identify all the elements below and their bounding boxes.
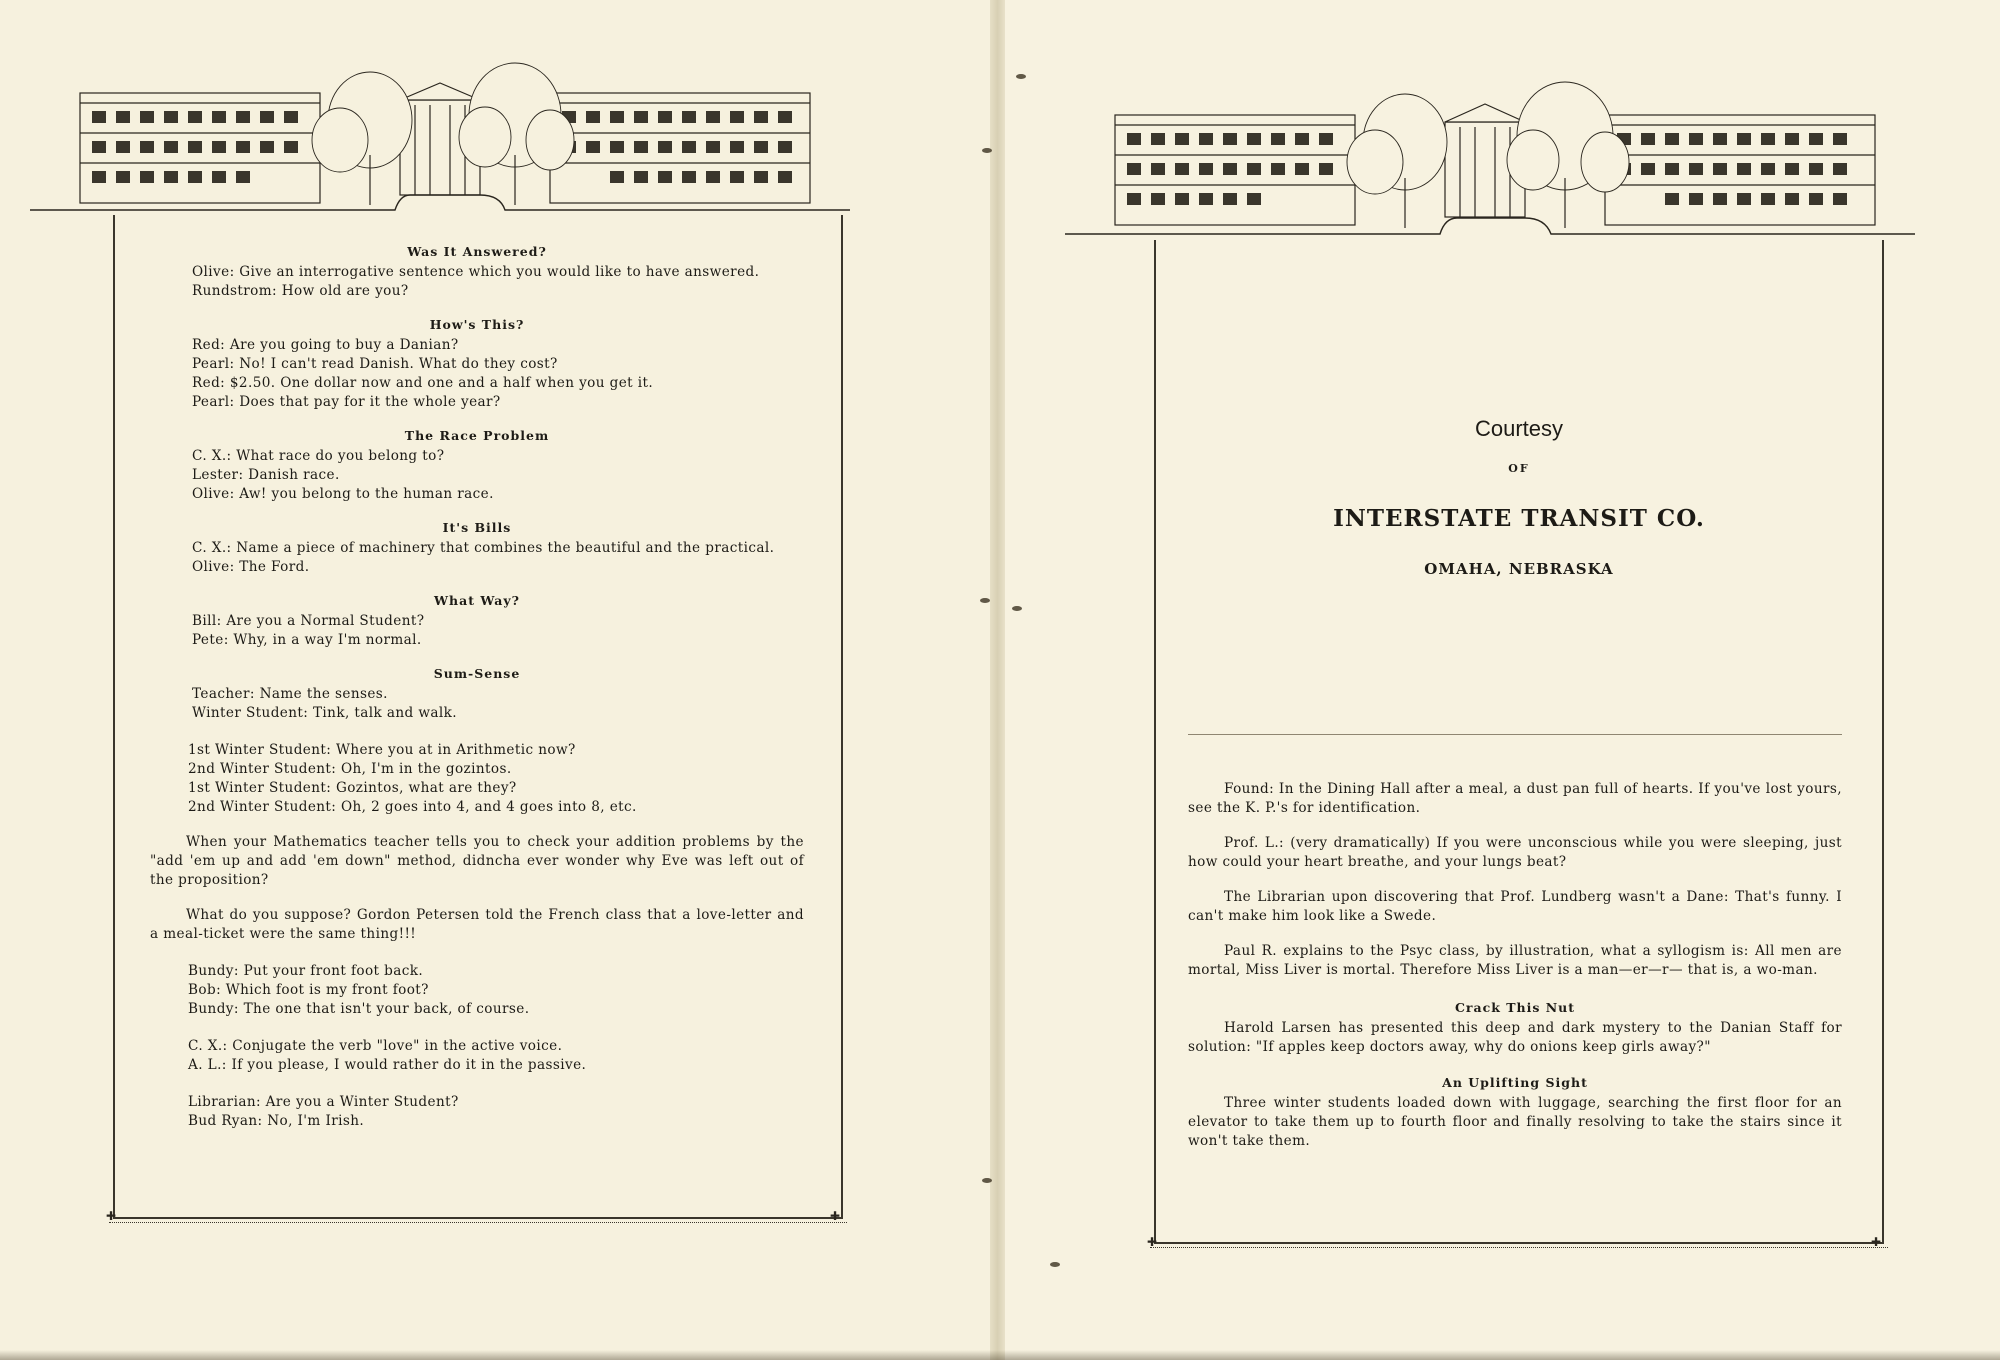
joke-paragraph: Harold Larsen has presented this deep and dark mystery to the Danian Staff for solution: "If apples keep doctors away, why do onions keep girls away?" — [1188, 1020, 1842, 1055]
joke-heading: What Way? — [434, 593, 520, 608]
joke-heading: It's Bills — [442, 520, 512, 535]
joke-paragraph: Paul R. explains to the Psyc class, by illustration, what a syllogism is: All men are mortal, Miss Liver is mortal. Therefore Miss Liver is a man—er—r— that is, a wo-man. — [1188, 943, 1842, 978]
joke-line: C. X.: What race do you belong to? — [192, 448, 445, 464]
binding-mark — [982, 1178, 992, 1183]
spacer — [150, 1075, 804, 1093]
binding-mark — [1050, 1262, 1060, 1267]
joke-heading: An Uplifting Sight — [1442, 1075, 1588, 1090]
spacer — [150, 723, 804, 741]
campus-illustration-right — [1065, 70, 1915, 240]
binding-mark — [1016, 74, 1026, 79]
campus-building-drawing — [30, 45, 850, 215]
joke-line: Librarian: Are you a Winter Student? — [188, 1094, 459, 1110]
joke-line: Rundstrom: How old are you? — [192, 283, 409, 299]
binding-mark — [982, 148, 992, 153]
joke-paragraph: Found: In the Dining Hall after a meal, a dust pan full of hearts. If you've lost yours, see the K. P.'s for identification. — [1188, 781, 1842, 816]
joke-line: C. X.: Name a piece of machinery that combines the beautiful and the practical. — [192, 540, 775, 556]
joke-line: Winter Student: Tink, talk and walk. — [192, 705, 458, 721]
joke-line: Bundy: The one that isn't your back, of course. — [188, 1001, 530, 1017]
joke-line: Pearl: No! I can't read Danish. What do they cost? — [192, 356, 558, 372]
joke-line: Pearl: Does that pay for it the whole year? — [192, 394, 501, 410]
joke-line: 1st Winter Student: Gozintos, what are they? — [188, 780, 517, 796]
corner-ornament: ✚ — [106, 1209, 117, 1223]
spacer — [150, 1019, 804, 1037]
joke-heading: The Race Problem — [404, 428, 550, 443]
joke-line: 2nd Winter Student: Oh, 2 goes into 4, and 4 goes into 8, etc. — [188, 799, 637, 815]
left-page-text — [150, 242, 804, 1131]
spacer — [150, 944, 804, 962]
courtesy-title: Courtesy — [1474, 416, 1564, 441]
joke-line: 1st Winter Student: Where you at in Arithmetic now? — [188, 742, 576, 758]
joke-paragraph: What do you suppose? Gordon Petersen told the French class that a love-letter and a meal-ticket were the same thing!!! — [150, 907, 804, 942]
joke-paragraph: Prof. L.: (very dramatically) If you were unconscious while you were sleeping, just how could your heart breathe, and your lungs beat? — [1188, 835, 1842, 870]
joke-line: Bundy: Put your front foot back. — [188, 963, 424, 979]
campus-illustration-left — [30, 45, 850, 215]
joke-line: Olive: Give an interrogative sentence which you would like to have answered. — [192, 264, 760, 280]
company-city: OMAHA, NEBRASKA — [1424, 560, 1614, 578]
joke-paragraph: Three winter students loaded down with luggage, searching the first floor for an elevator to take them up to fourth floor and finally resolving to take the stairs since it won't take them. — [1188, 1095, 1842, 1149]
joke-line: Olive: The Ford. — [192, 559, 310, 575]
joke-line: Bob: Which foot is my front foot? — [188, 982, 429, 998]
section-divider — [1188, 734, 1842, 735]
corner-ornament: ✚ — [1871, 1235, 1882, 1249]
joke-paragraph: When your Mathematics teacher tells you to check your addition problems by the "add 'em up and add 'em down" method, didncha ever wonder why Eve was left out of the proposition? — [150, 834, 804, 888]
joke-paragraph: The Librarian upon discovering that Prof. Lundberg wasn't a Dane: That's funny. I can't make him look like a Swede. — [1188, 889, 1842, 924]
joke-line: Olive: Aw! you belong to the human race. — [192, 486, 494, 502]
corner-ornament: ✚ — [1147, 1235, 1158, 1249]
advertisement-block — [1156, 400, 1882, 600]
joke-heading: How's This? — [429, 317, 525, 332]
joke-line: Bud Ryan: No, I'm Irish. — [188, 1113, 365, 1129]
campus-building-drawing — [1065, 70, 1915, 240]
joke-line: 2nd Winter Student: Oh, I'm in the gozintos. — [188, 761, 512, 777]
corner-ornament: ✚ — [830, 1209, 841, 1223]
page-edge-shadow — [0, 1350, 2000, 1360]
joke-line: Pete: Why, in a way I'm normal. — [192, 632, 422, 648]
joke-line: Teacher: Name the senses. — [192, 686, 388, 702]
joke-line: A. L.: If you please, I would rather do it in the passive. — [188, 1057, 587, 1073]
joke-line: Red: Are you going to buy a Danian? — [192, 337, 459, 353]
joke-heading: Sum-Sense — [433, 666, 521, 681]
joke-line: C. X.: Conjugate the verb "love" in the active voice. — [188, 1038, 563, 1054]
binding-mark — [980, 598, 990, 603]
joke-line: Bill: Are you a Normal Student? — [192, 613, 425, 629]
binding-mark — [1012, 606, 1022, 611]
right-page-text — [1188, 780, 1842, 1151]
joke-heading: Was It Answered? — [407, 244, 547, 259]
company-name: INTERSTATE TRANSIT CO. — [1333, 505, 1705, 532]
book-gutter — [990, 0, 1005, 1360]
joke-heading: Crack This Nut — [1454, 1000, 1576, 1015]
courtesy-of: OF — [1508, 462, 1530, 475]
joke-line: Lester: Danish race. — [192, 467, 340, 483]
joke-line: Red: $2.50. One dollar now and one and a half when you get it. — [192, 375, 654, 391]
